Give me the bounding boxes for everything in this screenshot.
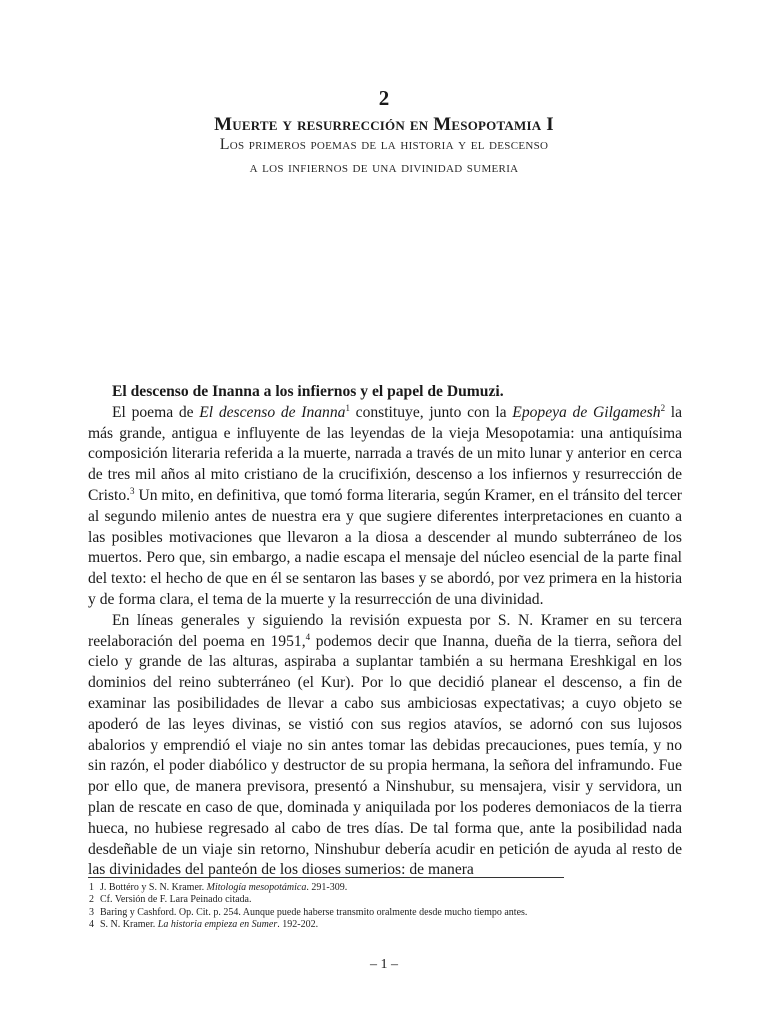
footnote-number: 1 — [89, 882, 94, 893]
footnotes — [88, 882, 682, 932]
footnote-text — [100, 894, 251, 906]
page-number: – 1 – — [370, 957, 398, 972]
p1-title-inanna: El descenso de Inanna — [199, 403, 346, 421]
footnote-ref-1[interactable]: 1 — [345, 402, 350, 413]
footnote-ref-3[interactable]: 3 — [130, 485, 135, 496]
footnote — [88, 919, 682, 931]
footnote-text-italic: La historia empieza en Sumer — [157, 919, 278, 931]
footnote-number: 2 — [89, 894, 94, 906]
footnote-ref-4[interactable]: 4 — [305, 631, 311, 642]
footnote — [88, 907, 682, 919]
paragraph-1 — [88, 403, 682, 611]
chapter-subtitle-line1: Los primeros poemas de la historia y el descenso — [219, 136, 549, 153]
section-heading: El descenso de Inanna a los infiernos y el papel de Dumuzi. — [112, 383, 504, 400]
footnote-text-pre: S. N. Kramer. — [100, 919, 158, 931]
paragraph-2 — [88, 611, 682, 881]
footnote-text — [100, 882, 347, 894]
p2-text-1: En líneas generales y siguiendo la revisión expuesta por S. N. Kramer en su tercera reelaboración del poema en 1951, — [88, 611, 682, 650]
footnote-text-pre: Cf. Versión de F. Lara Peinado citada. — [100, 894, 252, 906]
p1-text-1: El poema de — [112, 403, 200, 421]
footnote-text — [100, 907, 527, 919]
p1-title-gilgamesh: Epopeya de Gilgamesh — [512, 403, 661, 421]
chapter-title: Muerte y resurrección en Mesopotamia I — [214, 114, 554, 135]
body-text — [88, 382, 682, 881]
section-heading-paragraph — [88, 382, 682, 403]
chapter-subtitle-line2: a los infiernos de una divinidad sumeria — [249, 159, 519, 176]
footnote-text-pre: J. Bottéro y S. N. Kramer. — [100, 882, 207, 893]
footnote — [88, 894, 682, 906]
footnote-text-pre: Baring y Cashford. Op. Cit. p. 254. Aunque puede haberse transmito oralmente desde mucho tiempo antes. — [100, 906, 528, 918]
footnote-text-post: . 291-309. — [306, 882, 348, 893]
chapter-number: 2 — [378, 86, 390, 110]
footnote-rule — [88, 877, 564, 878]
p2-text-2: podemos decir que Inanna, dueña de la tierra, señora del cielo y grande de las alturas, aspiraba a suplantar también a su hermana Ereshkigal en los dominios del reino subterráneo (el Kur). Por lo que decidió planear el descenso, a fin de examinar las posibilidades de llevar a cabo sus ambiciosas expectativas; a cuyo objeto se apoderó de las leyes divinas, se vistió con sus regios atavíos, se adornó con sus lujosos abalorios y emprendió el viaje no sin antes tomar las debidas precauciones, pues temía, y no sin razón, el poder diabólico y destructor de su propia hermana, la señora del inframundo. Fue por ello que, de manera previsora, presentó a Ninshubur, su mensajera, visir y servidora, un plan de rescate en caso de que, dominada y aniquilada por los poderes demoniacos de la tierra hueca, no hubiese regresado al cabo de tres días. De tal forma que, ante la posibilidad nada desdeñable de un viaje sin retorno, Ninshubur debería acudir en petición de ayuda al resto de las divinidades del panteón de los dioses sumerios: de manera — [88, 632, 683, 879]
footnote-number: 4 — [89, 919, 94, 931]
footnote-text — [100, 919, 318, 931]
p1-text-2: constituye, junto con la — [349, 403, 513, 421]
p1-text-3: la más grande, antigua e influyente de las leyendas de la vieja Mesopotamia: una antiquísima composición literaria referida a la muerte, narrada a través de un mito lunar y anterior en cerca de tres mil años al mito cristiano de la crucifixión, descenso a los infiernos y resurrección de Cristo. — [88, 403, 683, 504]
footnote-number: 3 — [89, 906, 94, 918]
footnote-ref-2[interactable]: 2 — [660, 402, 666, 413]
p1-text-4: Un mito, en definitiva, que tomó forma literaria, según Kramer, en el tránsito del tercer al segundo milenio antes de nuestra era y que sugiere diferentes interpretaciones en cuanto a las posibles motivaciones que llevaron a la diosa a descender al mundo subterráneo de los muertos. Pero que, sin embargo, a nadie escapa el mensaje del núcleo esencial de la parte final del texto: el hecho de que en él se sentaron las bases y se abordó, por vez primera en la historia y de forma clara, el tema de la muerte y la resurrección de una divinidad. — [88, 486, 682, 608]
footnote — [88, 882, 682, 894]
footnote-text-post: . 192-202. — [277, 919, 319, 931]
footnote-text-italic: Mitología mesopotámica — [206, 882, 307, 893]
